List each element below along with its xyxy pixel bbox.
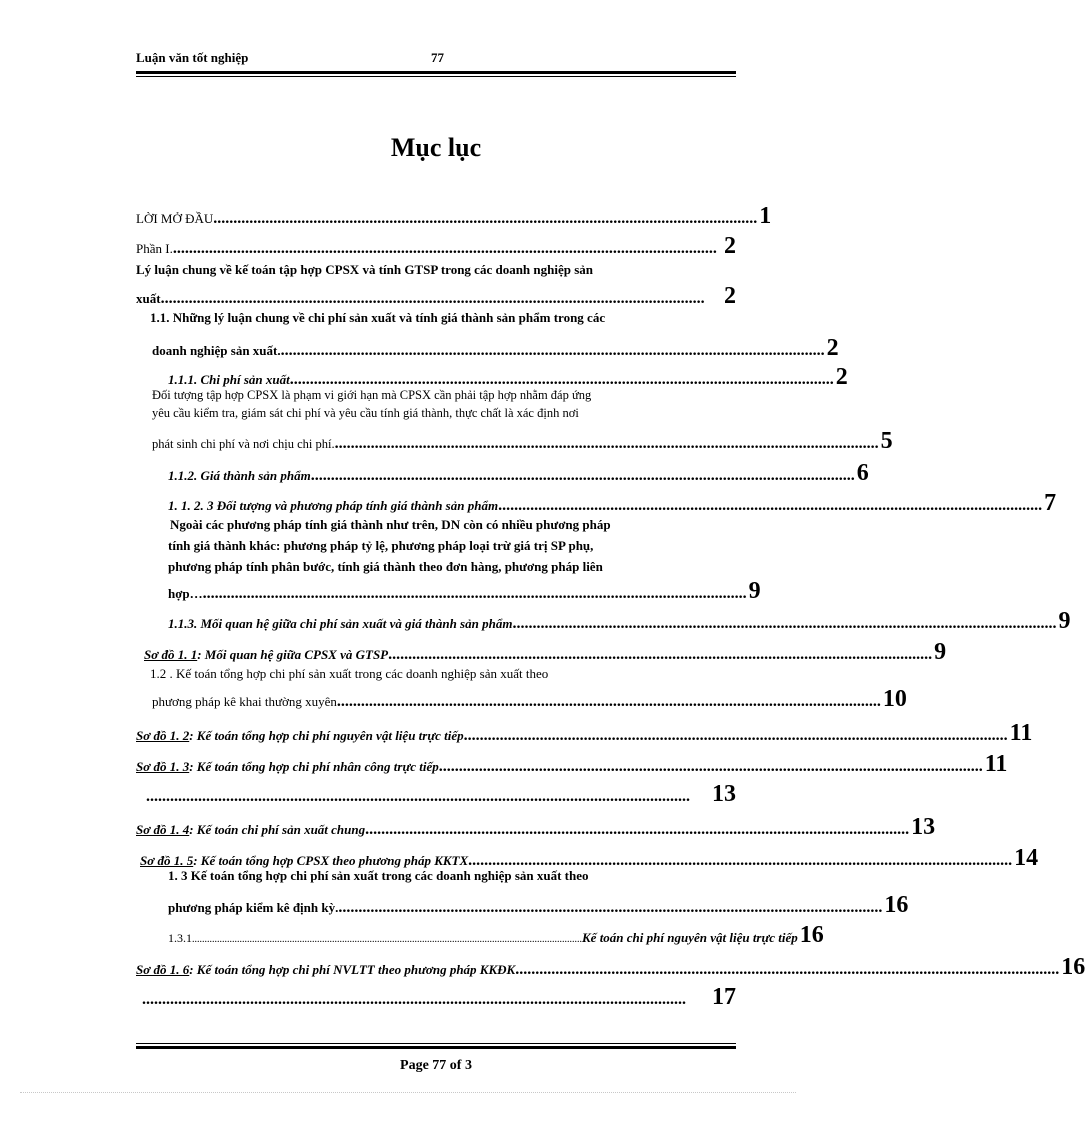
toc-page-number: 7: [1044, 490, 1057, 516]
toc-page-number: 13: [712, 781, 736, 807]
dot-leader: ........................................................................................................................................: [334, 435, 879, 452]
dot-leader: ........................................................................................................................................: [160, 290, 705, 307]
toc-entry-so-do-1-6[interactable]: Sơ đồ 1. 6 : Kế toán tổng hợp chi phí NVLTT theo phương pháp KKĐK ........................................................................................................................................ 16: [136, 954, 1085, 980]
dot-leader: ........................................................................................................................................: [146, 788, 690, 805]
toc-page-number: 6: [856, 460, 869, 486]
toc-page-number: 9: [934, 639, 947, 665]
toc-entry-blank-13[interactable]: [146, 781, 736, 808]
toc-page-number: 17: [712, 984, 736, 1010]
toc-entry-ngoai-cac-line3: phương pháp tính phân bước, tính giá thành theo đơn hàng, phương pháp liên: [168, 559, 603, 574]
toc-page-number: 16: [799, 922, 824, 948]
toc-entry-1-2-line1: 1.2 . Kế toán tổng hợp chi phí sản xuất trong các doanh nghiệp sản xuất theo: [150, 666, 549, 681]
toc-entry-1-1[interactable]: doanh nghiệp sản xuất. ........................................................................................................................................ 2: [152, 335, 839, 361]
dot-leader: ............................................................................................................................................................: [192, 934, 582, 945]
dot-leader: ........................................................................................................................................: [280, 342, 825, 359]
toc-entry-doi-tuong[interactable]: phát sinh chi phí và nơi chịu chi phí. ........................................................................................................................................ 5: [152, 428, 893, 454]
dot-leader: ........................................................................................................................................: [388, 646, 933, 663]
dot-leader: ........................................................................................................................................: [463, 727, 1008, 744]
dot-leader: ........................................................................................................................................: [515, 961, 1060, 978]
dot-leader: ........................................................................................................................................: [365, 821, 910, 838]
toc-entry-ngoai-cac[interactable]: hợp… ........................................................................................................................................ 9: [168, 578, 761, 604]
toc-entry-so-do-1-3[interactable]: Sơ đồ 1. 3 : Kế toán tổng hợp chi phí nhân công trực tiếp ........................................................................................................................................ 11: [136, 751, 1008, 777]
toc-entry-1-2[interactable]: phương pháp kê khai thường xuyên ........................................................................................................................................ 10: [152, 686, 907, 712]
toc-page-number: 2: [724, 283, 736, 309]
toc-entry-so-do-1-2[interactable]: Sơ đồ 1. 2 : Kế toán tổng hợp chi phí nguyên vật liệu trực tiếp ........................................................................................................................................ 11: [136, 720, 1033, 746]
toc-entry-ly-luan[interactable]: xuất ........................................................................................................................................ 2: [136, 283, 736, 309]
dot-leader: ........................................................................................................................................: [310, 467, 855, 484]
toc-entry-doi-tuong-line2: yêu cầu kiểm tra, giám sát chi phí và yêu cầu tính giá thành, thực chất là xác định nơi: [152, 406, 579, 420]
toc-entry-ly-luan-line1: Lý luận chung về kế toán tập hợp CPSX và tính GTSP trong các doanh nghiệp sản: [136, 262, 594, 277]
toc-page-number: 5: [880, 428, 893, 454]
toc-page-number: 16: [1061, 954, 1085, 980]
toc-entry-so-do-1-4[interactable]: Sơ đồ 1. 4 : Kế toán chi phí sản xuất chung ........................................................................................................................................ 13: [136, 814, 936, 840]
toc-page-number: 11: [984, 751, 1008, 777]
toc-entry-1-1-2[interactable]: 1.1.2. Giá thành sản phẩm ........................................................................................................................................ 6: [168, 460, 869, 486]
toc-entry-so-do-1-1[interactable]: Sơ đồ 1. 1 : Mối quan hệ giữa CPSX và GTSP ........................................................................................................................................ 9: [144, 639, 947, 665]
toc-page-number: 10: [882, 686, 907, 712]
toc-page-number: 9: [748, 578, 761, 604]
toc-entry-loi-mo-dau[interactable]: LỜI MỞ ĐẦU ........................................................................................................................................ 1: [136, 203, 772, 229]
footer-rule: [136, 1043, 736, 1049]
dot-leader: ........................................................................................................................................: [498, 497, 1043, 514]
toc-page-number: 1: [759, 203, 772, 229]
toc-entry-1-1-2-3[interactable]: 1. 1. 2. 3 Đối tượng và phương pháp tính giá thành sản phẩm ........................................................................................................................................ 7: [168, 490, 1057, 516]
running-header: [136, 50, 736, 70]
toc-page-number: 2: [826, 335, 839, 361]
toc-entry-1-1-line1: 1.1. Những lý luận chung về chi phí sản xuất và tính giá thành sản phẩm trong các: [150, 310, 606, 325]
toc-entry-ngoai-cac-line1: Ngoài các phương pháp tính giá thành như trên, DN còn có nhiều phương pháp: [170, 517, 611, 532]
toc-entry-1-1-3[interactable]: 1.1.3. Mối quan hệ giữa chi phí sản xuất và giá thành sản phẩm ........................................................................................................................................ 9: [168, 608, 1071, 634]
header-page-number: 77: [431, 50, 444, 65]
header-title: Luận văn tốt nghiệp: [136, 50, 249, 65]
toc-page-number: 2: [724, 233, 736, 259]
dot-leader: ........................................................................................................................................: [142, 991, 686, 1008]
toc-entry-phan-1[interactable]: Phần I. ........................................................................................................................................ 2: [136, 233, 736, 259]
header-rule: [136, 71, 736, 77]
dot-leader: ........................................................................................................................................: [289, 371, 834, 388]
page-title: Mục lục: [390, 133, 482, 162]
toc-entry-so-do-1-5[interactable]: Sơ đồ 1. 5 : Kế toán tổng hợp CPSX theo phương pháp KKTX ........................................................................................................................................ 14: [140, 845, 1039, 871]
dot-leader: ........................................................................................................................................: [512, 615, 1057, 632]
page-break-line: [20, 1092, 796, 1093]
dot-leader: ........................................................................................................................................: [172, 240, 717, 257]
toc-page-number: 16: [884, 892, 909, 918]
toc-entry-1-3[interactable]: phương pháp kiểm kê định kỳ. ........................................................................................................................................ 16: [168, 892, 909, 918]
toc-entry-1-3-1[interactable]: 1.3.1 ............................................................................................................................................................ Kế toán chi phí nguyên vật liệu trực tiếp 16: [168, 922, 824, 948]
page-footer: Page 77 of 3: [400, 1058, 472, 1073]
toc-page-number: 14: [1014, 845, 1039, 871]
toc-entry-1-3-line1: 1. 3 Kế toán tổng hợp chi phí sản xuất trong các doanh nghiệp sản xuất theo: [168, 868, 589, 883]
dot-leader: ........................................................................................................................................: [468, 852, 1013, 869]
toc-entry-1-1-1[interactable]: 1.1.1. Chi phí sản xuất ........................................................................................................................................ 2: [168, 364, 848, 390]
toc-page-number: 11: [1009, 720, 1033, 746]
dot-leader: ........................................................................................................................................: [202, 585, 747, 602]
dot-leader: ........................................................................................................................................: [336, 693, 881, 710]
dot-leader: ........................................................................................................................................: [213, 210, 758, 227]
toc-entry-ngoai-cac-line2: tính giá thành khác: phương pháp tỷ lệ, phương pháp loại trừ giá trị SP phụ,: [168, 538, 594, 553]
dot-leader: ........................................................................................................................................: [438, 758, 983, 775]
toc-page-number: 9: [1058, 608, 1071, 634]
dot-leader: ........................................................................................................................................: [338, 899, 883, 916]
toc-entry-blank-17[interactable]: [142, 984, 736, 1011]
toc-page-number: 13: [911, 814, 936, 840]
toc-page-number: 2: [835, 364, 848, 390]
toc-entry-doi-tuong-line1: Đối tượng tập hợp CPSX là phạm vi giới hạn mà CPSX cần phải tập hợp nhằm đáp ứng: [152, 388, 592, 402]
